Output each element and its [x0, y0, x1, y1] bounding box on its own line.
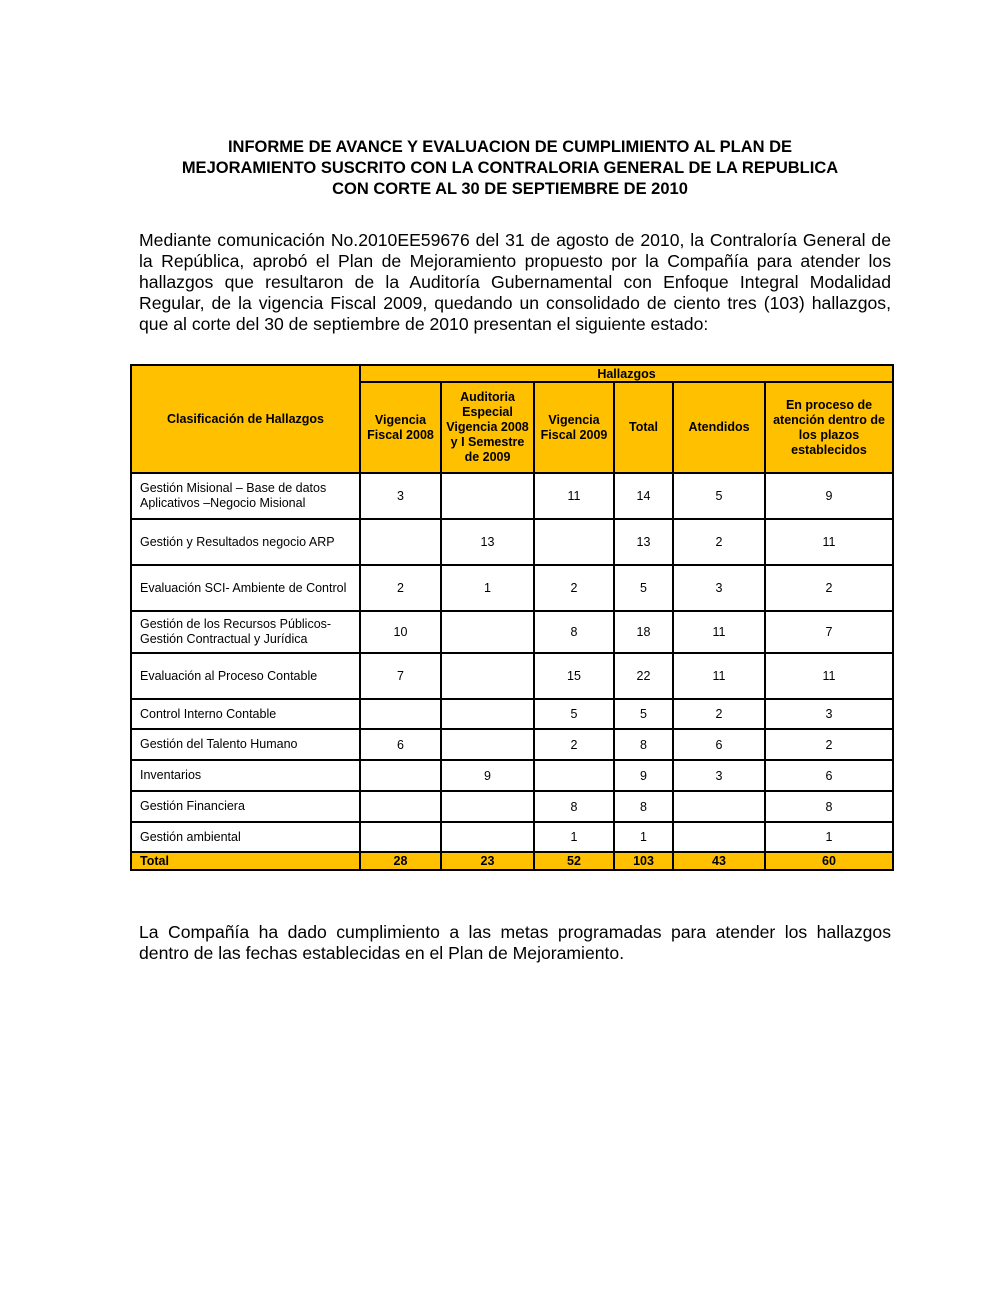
table-cell: 5 [614, 565, 673, 611]
row-label: Gestión de los Recursos Públicos- Gestión Contractual y Jurídica [131, 611, 360, 653]
table-row [131, 699, 893, 729]
table-cell: 2 [360, 565, 441, 611]
table-cell: 11 [673, 611, 765, 653]
table-cell: 10 [360, 611, 441, 653]
total-cell: 43 [673, 852, 765, 870]
row-header-classification: Clasificación de Hallazgos [131, 365, 360, 473]
table-row [131, 565, 893, 611]
total-cell: 52 [534, 852, 614, 870]
table-cell [441, 611, 534, 653]
row-label: Gestión y Resultados negocio ARP [131, 519, 360, 565]
total-cell: 103 [614, 852, 673, 870]
total-cell: 60 [765, 852, 893, 870]
table-row [131, 729, 893, 760]
table-cell: 8 [614, 729, 673, 760]
row-label: Control Interno Contable [131, 699, 360, 729]
table-cell: 8 [614, 791, 673, 822]
table-cell [534, 519, 614, 565]
table-cell: 3 [673, 565, 765, 611]
table-cell: 13 [441, 519, 534, 565]
column-header: Auditoria Especial Vigencia 2008 y I Semestre de 2009 [441, 382, 534, 473]
table-cell: 6 [360, 729, 441, 760]
row-label: Evaluación al Proceso Contable [131, 653, 360, 699]
table-cell [441, 729, 534, 760]
column-header: Total [614, 382, 673, 473]
table-cell [360, 519, 441, 565]
table-cell: 14 [614, 473, 673, 519]
table-cell [441, 653, 534, 699]
table-row [131, 519, 893, 565]
table-cell: 5 [534, 699, 614, 729]
group-header-hallazgos: Hallazgos [360, 365, 893, 382]
table-row [131, 760, 893, 791]
column-header: Atendidos [673, 382, 765, 473]
table-cell: 5 [673, 473, 765, 519]
table-cell: 1 [765, 822, 893, 852]
table-cell: 8 [534, 791, 614, 822]
table-cell: 2 [534, 729, 614, 760]
table-cell: 6 [673, 729, 765, 760]
table-cell: 7 [765, 611, 893, 653]
table-cell: 2 [765, 565, 893, 611]
findings-table [130, 364, 894, 871]
closing-paragraph: La Compañía ha dado cumplimiento a las metas programadas para atender los hallazgos dentro de las fechas establecidas en el Plan de Mejoramiento. [139, 922, 891, 963]
table-cell [441, 791, 534, 822]
title-line: INFORME DE AVANCE Y EVALUACION DE CUMPLIMIENTO AL PLAN DE [227, 138, 793, 156]
table-row [131, 791, 893, 822]
column-header: En proceso de atención dentro de los plazos establecidos [765, 382, 893, 473]
table-cell: 1 [614, 822, 673, 852]
table-cell [441, 699, 534, 729]
row-label: Gestión ambiental [131, 822, 360, 852]
table-cell [441, 822, 534, 852]
table-cell: 11 [765, 519, 893, 565]
row-label: Inventarios [131, 760, 360, 791]
row-label: Gestión Misional – Base de datos Aplicativos –Negocio Misional [131, 473, 360, 519]
row-label: Gestión Financiera [131, 791, 360, 822]
table-cell [673, 791, 765, 822]
table-cell: 3 [360, 473, 441, 519]
column-header: Vigencia Fiscal 2009 [534, 382, 614, 473]
table-cell: 9 [614, 760, 673, 791]
table-cell: 1 [534, 822, 614, 852]
table-cell: 1 [441, 565, 534, 611]
table-cell: 3 [673, 760, 765, 791]
table-cell [360, 822, 441, 852]
table-cell [360, 791, 441, 822]
row-label: Gestión del Talento Humano [131, 729, 360, 760]
table-cell [360, 760, 441, 791]
title-line: MEJORAMIENTO SUSCRITO CON LA CONTRALORIA GENERAL DE LA REPUBLICA [181, 159, 839, 177]
table-cell: 11 [673, 653, 765, 699]
table-cell: 15 [534, 653, 614, 699]
table-row [131, 653, 893, 699]
title-line: CON CORTE AL 30 DE SEPTIEMBRE DE 2010 [332, 180, 688, 198]
table-cell: 2 [534, 565, 614, 611]
column-header: Vigencia Fiscal 2008 [360, 382, 441, 473]
table-cell [673, 822, 765, 852]
table-cell: 9 [765, 473, 893, 519]
table-cell: 2 [765, 729, 893, 760]
total-cell: 23 [441, 852, 534, 870]
table-cell [360, 699, 441, 729]
table-cell: 8 [534, 611, 614, 653]
table-cell: 11 [765, 653, 893, 699]
table-cell: 7 [360, 653, 441, 699]
table-cell [441, 473, 534, 519]
intro-paragraph: Mediante comunicación No.2010EE59676 del 31 de agosto de 2010, la Contraloría General de la República, aprobó el Plan de Mejoramiento propuesto por la Compañía para atender los hallazgos que resultaron de la Auditoría Gubernamental con Enfoque Integral Modalidad Regular, de la vigencia Fiscal 2009, quedando un consolidado de ciento tres (103) hallazgos, que al corte del 30 de septiembre de 2010 presentan el siguiente estado: [139, 230, 891, 334]
table-cell: 6 [765, 760, 893, 791]
table-cell: 3 [765, 699, 893, 729]
table-cell: 5 [614, 699, 673, 729]
table-cell: 8 [765, 791, 893, 822]
table-cell: 18 [614, 611, 673, 653]
total-cell: 28 [360, 852, 441, 870]
table-cell: 11 [534, 473, 614, 519]
row-label: Evaluación SCI- Ambiente de Control [131, 565, 360, 611]
table-cell [534, 760, 614, 791]
total-label: Total [131, 852, 360, 870]
table-row [131, 611, 893, 653]
table-cell: 22 [614, 653, 673, 699]
table-row [131, 473, 893, 519]
document-title [130, 137, 890, 200]
table-cell: 2 [673, 519, 765, 565]
table-cell: 2 [673, 699, 765, 729]
table-cell: 13 [614, 519, 673, 565]
total-row [131, 852, 893, 870]
table-row [131, 822, 893, 852]
table-cell: 9 [441, 760, 534, 791]
